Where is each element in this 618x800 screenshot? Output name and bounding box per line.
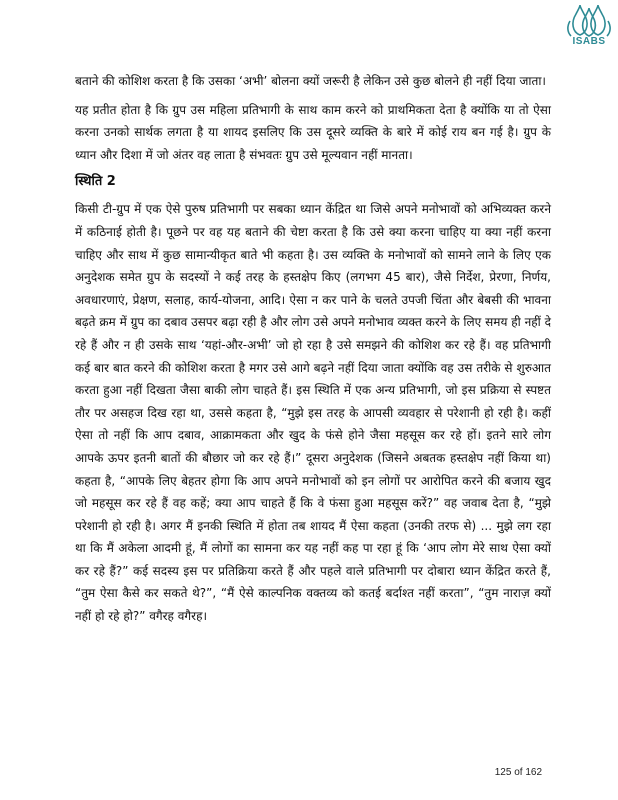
- page-body: [75, 70, 551, 628]
- logo-text: ISABS: [572, 36, 606, 47]
- logo-emblem-icon: [562, 2, 616, 38]
- page-number: 125 of 162: [494, 767, 542, 778]
- section-heading: स्थिति 2: [75, 174, 116, 190]
- paragraph: बताने की कोशिश करता है कि उसका ‘अभी’ बोलना क्यों जरूरी है लेकिन उसे कुछ बोलने ही नहीं दिया जाता।: [75, 74, 546, 88]
- isabs-logo: [562, 2, 616, 54]
- paragraph: किसी टी-ग्रुप में एक ऐसे पुरुष प्रतिभागी पर सबका ध्यान केंद्रित था जिसे अपने मनोभावों को अभिव्यक्त करने में कठिनाई होती है। पूछने पर वह यह बताने की चेष्टा करता है कि उसे क्या करना चाहिए या क्या नहीं करना चाहिए और साथ में कुछ सामान्यीकृत बाते भी कहता है। उस व्यक्ति के मनोभावों को सामने लाने के लिए एक अनुदेशक समेत ग्रुप के सदस्यों ने कई तरह के हस्तक्षेप किए (लगभग 45 बार), जैसे निर्देश, प्रेरणा, निर्णय, अवधारणाएं, प्रेक्षण, सलाह, कार्य-योजना, आदि। ऐसा न कर पाने के चलते उपजी चिंता और बेबसी की भावना बढ़ते क्रम में ग्रुप का दबाव उसपर बढ़ा रही है और लोग उसे अपने मनोभाव व्यक्त करने के लिए समय ही नहीं दे रहे हैं और न ही उसके साथ ‘यहां-और-अभी’ जो हो रहा है उसे समझने की कोशिश कर रहे हैं। वह प्रतिभागी कई बार बात करने की कोशिश करता है मगर उसे आगे बढ़ने नहीं दिया जाता क्योंकि वह उस तरीके से शुरुआत करता हुआ नहीं दिखता जैसा बाकी लोग चाहते हैं। इस स्थिति में एक अन्य प्रतिभागी, जो इस प्रक्रिया से स्पष्टत तौर पर असहज दिख रहा था, उससे कहता है, “मुझे इस तरह के आपसी व्यवहार से परेशानी हो रही है। कहीं ऐसा तो नहीं कि आप दबाव, आक्रामकता और खुद के फंसे होने जैसा महसूस कर रहे हों। इतने सारे लोग आपके ऊपर इतनी बातों की बौछार जो कर रहे हैं।” दूसरा अनुदेशक (जिसने अबतक हस्तक्षेप नहीं किया था) कहता है, “आपके लिए बेहतर होगा कि आप अपने मनोभावों को इन लोगों पर आरोपित करने की बजाय खुद जो महसूस कर रहे हैं वह कहें; क्या आप चाहते हैं कि वे फंसा हुआ महसूस करें?” वह जवाब देता है, “मुझे परेशानी हो रही है। अगर मैं इनकी स्थिति में होता तब शायद मैं ऐसा कहता (उनकी तरफ से) ... मुझे लग रहा था कि मैं अकेला आदमी हूं, मैं लोगों का सामना कर यह नहीं कह पा रहा हूं कि ‘आप लोग मेरे साथ ऐसा क्यों कर रहे हैं?” कई सदस्य इस पर प्रतिक्रिया करते हैं और पहले वाले प्रतिभागी पर दोबारा ध्यान केंद्रित करते हैं, “तुम ऐसा कैसे कर सकते थे?”, “मैं ऐसे काल्पनिक वक्तव्य को कतई बर्दाश्त नहीं करता”, “तुम नाराज़ क्यों नहीं हो रहे हो?” वगैरह वगैरह।: [75, 202, 551, 624]
- paragraph: यह प्रतीत होता है कि ग्रुप उस महिला प्रतिभागी के साथ काम करने को प्राथमिकता देता है क्योंकि या तो ऐसा करना उनको सार्थक लगता है या शायद इसलिए कि उस दूसरे व्यक्ति के बारे में कोई राय बन गई है। ग्रुप के ध्यान और दिशा में जो अंतर वह लाता है संभवतः ग्रुप उसे मूल्यवान नहीं मानता।: [75, 102, 551, 162]
